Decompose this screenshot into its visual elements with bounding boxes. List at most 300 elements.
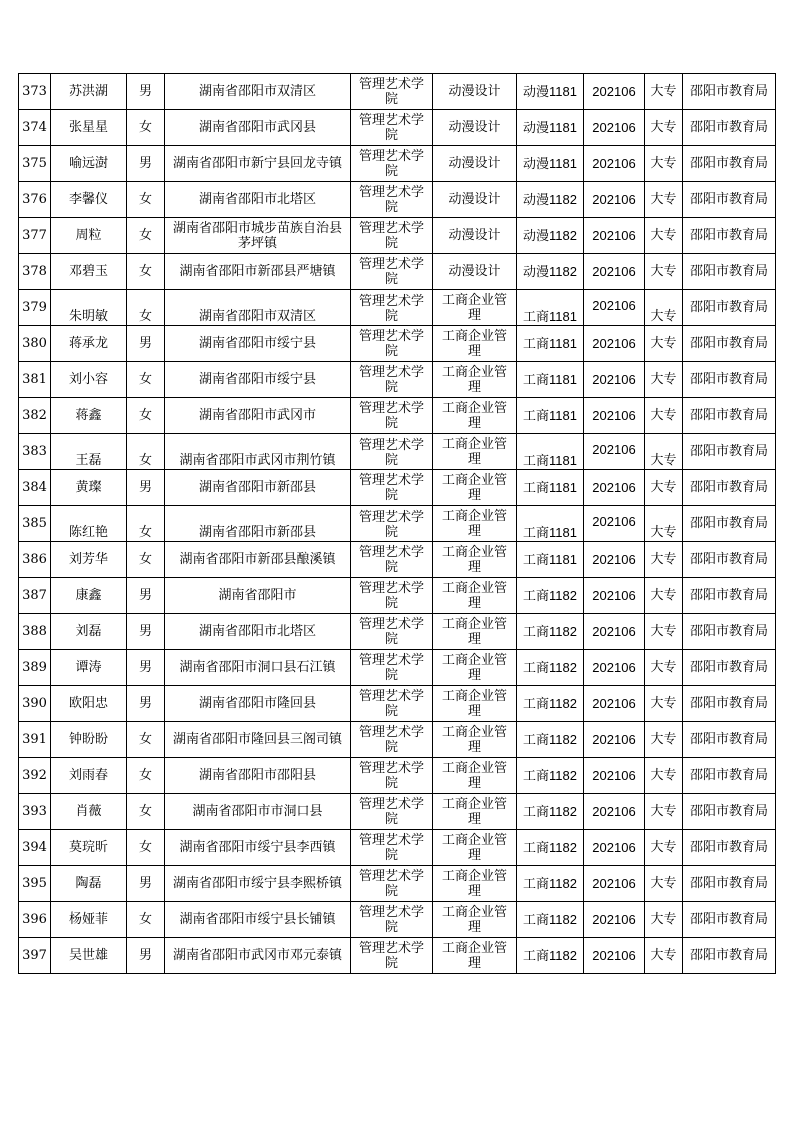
assigned-department: 邵阳市教育局 [689, 480, 768, 495]
row-number: 381 [22, 372, 47, 387]
student-address-cell [165, 398, 351, 434]
student-major: 工商企业管理 [441, 364, 507, 395]
student-name-cell [51, 938, 127, 974]
student-college: 管理艺术学院 [358, 904, 424, 935]
student-college-cell [351, 686, 433, 722]
student-name-cell [51, 146, 127, 182]
student-college-cell [351, 326, 433, 362]
student-gender-cell [127, 506, 165, 542]
student-class-cell [517, 614, 584, 650]
student-major: 工商企业管理 [441, 760, 507, 791]
assigned-department-cell [683, 470, 776, 506]
student-class: 工商1182 [523, 696, 577, 711]
student-class: 工商1182 [523, 804, 577, 819]
student-class-cell [517, 686, 584, 722]
student-class-cell [517, 326, 584, 362]
student-major: 动漫设计 [448, 120, 501, 135]
student-major-cell [433, 434, 517, 470]
student-major-cell [433, 110, 517, 146]
assigned-department-cell [683, 650, 776, 686]
assigned-department: 邵阳市教育局 [689, 876, 768, 891]
student-address: 湖南省邵阳市双清区 [198, 84, 316, 99]
student-major-cell [433, 578, 517, 614]
student-name: 吴世雄 [68, 948, 108, 963]
student-college: 管理艺术学院 [358, 832, 424, 863]
student-name-cell [51, 794, 127, 830]
student-address: 湖南省邵阳市邵阳县 [198, 768, 316, 783]
education-level: 大专 [650, 192, 677, 207]
student-college-cell [351, 938, 433, 974]
student-class-cell [517, 542, 584, 578]
table-row [19, 866, 776, 902]
student-name-cell [51, 578, 127, 614]
student-class-cell [517, 182, 584, 218]
assigned-department: 邵阳市教育局 [689, 696, 768, 711]
student-major: 工商企业管理 [441, 832, 507, 863]
student-college-cell [351, 110, 433, 146]
table-row [19, 758, 776, 794]
assigned-department: 邵阳市教育局 [689, 552, 768, 567]
graduation-date-cell [584, 794, 645, 830]
student-address: 湖南省邵阳市绥宁县 [198, 372, 316, 387]
graduation-date: 202106 [592, 696, 636, 711]
row-number: 388 [22, 624, 47, 639]
education-level: 大专 [650, 552, 677, 567]
student-name-cell [51, 218, 127, 254]
table-row [19, 614, 776, 650]
student-address: 湖南省邵阳市 [218, 588, 297, 603]
student-gender: 男 [138, 696, 152, 711]
student-address-cell [165, 542, 351, 578]
graduation-date: 202106 [592, 408, 636, 423]
education-level-cell [645, 290, 683, 326]
table-row [19, 506, 776, 542]
student-class-cell [517, 506, 584, 542]
table-row [19, 110, 776, 146]
student-gender: 女 [138, 120, 152, 135]
education-level-cell [645, 578, 683, 614]
student-class-cell [517, 578, 584, 614]
education-level-cell [645, 254, 683, 290]
student-class-cell [517, 398, 584, 434]
graduation-date-cell [584, 866, 645, 902]
table-row [19, 326, 776, 362]
assigned-department-cell [683, 722, 776, 758]
student-college: 管理艺术学院 [358, 184, 424, 215]
education-level: 大专 [650, 912, 677, 927]
student-gender: 女 [138, 309, 152, 324]
education-level-cell [645, 938, 683, 974]
education-level: 大专 [650, 120, 677, 135]
student-address: 湖南省邵阳市新邵县酿溪镇 [179, 552, 336, 567]
student-address-cell [165, 650, 351, 686]
education-level-cell [645, 866, 683, 902]
student-college-cell [351, 362, 433, 398]
education-level-cell [645, 650, 683, 686]
education-level-cell [645, 794, 683, 830]
graduation-date-cell [584, 722, 645, 758]
student-address: 湖南省邵阳市隆回县 [198, 696, 316, 711]
student-gender-cell [127, 902, 165, 938]
student-address-cell [165, 254, 351, 290]
assigned-department: 邵阳市教育局 [689, 768, 768, 783]
student-gender-cell [127, 542, 165, 578]
student-class: 工商1181 [523, 480, 577, 495]
assigned-department: 邵阳市教育局 [689, 804, 768, 819]
student-class: 工商1182 [523, 624, 577, 639]
student-major: 工商企业管理 [441, 328, 507, 359]
row-number-cell [19, 290, 51, 326]
student-gender-cell [127, 146, 165, 182]
student-major: 动漫设计 [448, 192, 501, 207]
student-gender: 女 [138, 732, 152, 747]
student-class: 动漫1181 [523, 156, 577, 171]
student-address-cell [165, 614, 351, 650]
row-number-cell [19, 866, 51, 902]
graduation-date: 202106 [592, 228, 636, 243]
student-college-cell [351, 614, 433, 650]
student-college: 管理艺术学院 [358, 724, 424, 755]
row-number-cell [19, 758, 51, 794]
row-number: 396 [22, 912, 47, 927]
education-level-cell [645, 686, 683, 722]
education-level: 大专 [650, 804, 677, 819]
student-name-cell [51, 614, 127, 650]
education-level-cell [645, 758, 683, 794]
row-number-cell [19, 794, 51, 830]
row-number: 397 [22, 948, 47, 963]
education-level: 大专 [650, 228, 677, 243]
row-number-cell [19, 542, 51, 578]
student-gender-cell [127, 758, 165, 794]
student-address-cell [165, 470, 351, 506]
student-class: 工商1181 [523, 453, 577, 468]
student-major-cell [433, 398, 517, 434]
row-number: 378 [22, 264, 47, 279]
graduation-date-cell [584, 290, 645, 326]
student-gender: 男 [138, 156, 152, 171]
student-class: 工商1182 [523, 840, 577, 855]
student-address-cell [165, 794, 351, 830]
student-gender: 女 [138, 804, 152, 819]
student-major-cell [433, 902, 517, 938]
student-college-cell [351, 794, 433, 830]
student-college-cell [351, 182, 433, 218]
student-major: 工商企业管理 [441, 400, 507, 431]
student-address-cell [165, 722, 351, 758]
student-name: 肖薇 [75, 804, 102, 819]
student-gender-cell [127, 686, 165, 722]
graduation-date-cell [584, 938, 645, 974]
student-name: 黄璨 [75, 480, 102, 495]
student-address: 湖南省邵阳市新邵县严塘镇 [179, 264, 336, 279]
education-level-cell [645, 326, 683, 362]
student-college: 管理艺术学院 [358, 328, 424, 359]
student-college: 管理艺术学院 [358, 616, 424, 647]
education-level: 大专 [650, 624, 677, 639]
student-address: 湖南省邵阳市市洞口县 [192, 804, 323, 819]
graduation-date: 202106 [592, 514, 636, 529]
graduation-date-cell [584, 650, 645, 686]
education-level: 大专 [650, 480, 677, 495]
student-address-cell [165, 74, 351, 110]
row-number-cell [19, 434, 51, 470]
student-gender: 女 [138, 552, 152, 567]
student-address: 湖南省邵阳市新邵县 [198, 525, 316, 540]
student-college-cell [351, 254, 433, 290]
student-class: 工商1181 [523, 525, 577, 540]
assigned-department-cell [683, 686, 776, 722]
education-level-cell [645, 218, 683, 254]
row-number: 389 [22, 660, 47, 675]
table-row [19, 938, 776, 974]
graduation-date: 202106 [592, 732, 636, 747]
student-name-cell [51, 542, 127, 578]
student-gender: 女 [138, 192, 152, 207]
table-row [19, 542, 776, 578]
row-number-cell [19, 686, 51, 722]
assigned-department-cell [683, 542, 776, 578]
student-major: 工商企业管理 [441, 544, 507, 575]
education-level-cell [645, 434, 683, 470]
student-gender-cell [127, 290, 165, 326]
graduation-date: 202106 [592, 588, 636, 603]
student-major: 工商企业管理 [441, 616, 507, 647]
student-address: 湖南省邵阳市武冈市 [198, 408, 316, 423]
graduation-date: 202106 [592, 84, 636, 99]
student-college-cell [351, 146, 433, 182]
assigned-department-cell [683, 794, 776, 830]
assigned-department: 邵阳市教育局 [689, 228, 768, 243]
assigned-department: 邵阳市教育局 [689, 156, 768, 171]
student-class: 动漫1182 [523, 264, 577, 279]
student-name-cell [51, 758, 127, 794]
student-gender: 男 [138, 876, 152, 891]
row-number: 380 [22, 336, 47, 351]
graduation-date-cell [584, 218, 645, 254]
student-class: 动漫1182 [523, 192, 577, 207]
student-name-cell [51, 686, 127, 722]
student-college-cell [351, 866, 433, 902]
row-number: 375 [22, 156, 47, 171]
graduation-date-cell [584, 74, 645, 110]
graduation-date: 202106 [592, 768, 636, 783]
student-class-cell [517, 110, 584, 146]
row-number: 394 [22, 840, 47, 855]
education-level-cell [645, 506, 683, 542]
student-name-cell [51, 110, 127, 146]
graduation-date: 202106 [592, 156, 636, 171]
assigned-department: 邵阳市教育局 [689, 408, 768, 423]
student-major-cell [433, 362, 517, 398]
table-row [19, 434, 776, 470]
table-row [19, 398, 776, 434]
student-gender: 女 [138, 408, 152, 423]
student-class: 工商1182 [523, 876, 577, 891]
student-major: 工商企业管理 [441, 580, 507, 611]
student-name-cell [51, 650, 127, 686]
assigned-department-cell [683, 74, 776, 110]
student-major: 动漫设计 [448, 228, 501, 243]
student-name: 欧阳忠 [68, 696, 108, 711]
student-college: 管理艺术学院 [358, 868, 424, 899]
student-name: 陶磊 [75, 876, 102, 891]
student-college: 管理艺术学院 [358, 76, 424, 107]
education-level: 大专 [650, 840, 677, 855]
assigned-department-cell [683, 866, 776, 902]
student-address: 湖南省邵阳市新宁县回龙寺镇 [172, 156, 342, 171]
graduation-date-cell [584, 398, 645, 434]
student-major-cell [433, 218, 517, 254]
student-class: 工商1181 [523, 336, 577, 351]
education-level-cell [645, 146, 683, 182]
student-major-cell [433, 686, 517, 722]
graduation-date: 202106 [592, 336, 636, 351]
student-gender: 男 [138, 84, 152, 99]
student-address-cell [165, 866, 351, 902]
row-number-cell [19, 254, 51, 290]
graduation-date-cell [584, 686, 645, 722]
student-address: 湖南省邵阳市武冈县 [198, 120, 316, 135]
student-college: 管理艺术学院 [358, 400, 424, 431]
table-row [19, 686, 776, 722]
student-name-cell [51, 722, 127, 758]
student-college: 管理艺术学院 [358, 220, 424, 251]
row-number-cell [19, 470, 51, 506]
student-gender-cell [127, 74, 165, 110]
education-level-cell [645, 182, 683, 218]
student-name-cell [51, 182, 127, 218]
assigned-department-cell [683, 362, 776, 398]
student-college-cell [351, 650, 433, 686]
table-row [19, 254, 776, 290]
assigned-department-cell [683, 146, 776, 182]
student-class: 工商1181 [523, 372, 577, 387]
student-class: 工商1181 [523, 309, 577, 324]
table-row [19, 218, 776, 254]
student-major-cell [433, 290, 517, 326]
student-college: 管理艺术学院 [358, 688, 424, 719]
student-address: 湖南省邵阳市绥宁县李西镇 [179, 840, 336, 855]
row-number-cell [19, 902, 51, 938]
student-address-cell [165, 326, 351, 362]
student-gender-cell [127, 110, 165, 146]
student-major-cell [433, 506, 517, 542]
student-roster-table [18, 73, 776, 974]
assigned-department-cell [683, 614, 776, 650]
table-row [19, 722, 776, 758]
assigned-department-cell [683, 290, 776, 326]
row-number: 377 [22, 228, 47, 243]
student-class-cell [517, 290, 584, 326]
assigned-department: 邵阳市教育局 [689, 192, 768, 207]
row-number: 373 [22, 84, 47, 99]
row-number-cell [19, 362, 51, 398]
graduation-date: 202106 [592, 298, 636, 313]
student-class-cell [517, 218, 584, 254]
assigned-department: 邵阳市教育局 [689, 84, 768, 99]
student-name-cell [51, 866, 127, 902]
student-college: 管理艺术学院 [358, 294, 424, 324]
student-name: 莫琓昕 [68, 840, 108, 855]
education-level: 大专 [650, 525, 677, 540]
student-address-cell [165, 182, 351, 218]
assigned-department-cell [683, 218, 776, 254]
row-number: 384 [22, 480, 47, 495]
student-major-cell [433, 794, 517, 830]
assigned-department-cell [683, 326, 776, 362]
education-level: 大专 [650, 264, 677, 279]
student-address-cell [165, 830, 351, 866]
assigned-department: 邵阳市教育局 [689, 948, 768, 963]
education-level-cell [645, 74, 683, 110]
student-name-cell [51, 254, 127, 290]
student-name-cell [51, 434, 127, 470]
student-class: 工商1181 [523, 552, 577, 567]
student-gender-cell [127, 182, 165, 218]
student-college-cell [351, 722, 433, 758]
student-gender: 女 [138, 453, 152, 468]
assigned-department: 邵阳市教育局 [689, 264, 768, 279]
graduation-date: 202106 [592, 264, 636, 279]
assigned-department-cell [683, 578, 776, 614]
student-college: 管理艺术学院 [358, 112, 424, 143]
education-level-cell [645, 902, 683, 938]
row-number-cell [19, 614, 51, 650]
student-gender-cell [127, 650, 165, 686]
assigned-department: 邵阳市教育局 [689, 912, 768, 927]
student-major-cell [433, 614, 517, 650]
row-number-cell [19, 326, 51, 362]
graduation-date-cell [584, 110, 645, 146]
student-address: 湖南省邵阳市北塔区 [198, 624, 316, 639]
student-major: 动漫设计 [448, 264, 501, 279]
education-level: 大专 [650, 768, 677, 783]
table-row [19, 146, 776, 182]
row-number: 374 [22, 120, 47, 135]
student-gender-cell [127, 398, 165, 434]
student-class: 动漫1181 [523, 84, 577, 99]
student-college: 管理艺术学院 [358, 256, 424, 287]
table-row [19, 182, 776, 218]
graduation-date-cell [584, 326, 645, 362]
student-class-cell [517, 470, 584, 506]
student-gender-cell [127, 830, 165, 866]
student-major: 工商企业管理 [441, 472, 507, 503]
student-college-cell [351, 542, 433, 578]
graduation-date: 202106 [592, 552, 636, 567]
row-number-cell [19, 938, 51, 974]
student-name-cell [51, 830, 127, 866]
student-address-cell [165, 902, 351, 938]
graduation-date-cell [584, 758, 645, 794]
assigned-department: 邵阳市教育局 [689, 444, 768, 459]
student-name: 刘磊 [75, 624, 102, 639]
row-number: 390 [22, 696, 47, 711]
table-row [19, 74, 776, 110]
student-name-cell [51, 398, 127, 434]
student-name-cell [51, 290, 127, 326]
student-gender: 女 [138, 525, 152, 540]
student-address-cell [165, 506, 351, 542]
student-name: 陈红艳 [68, 525, 108, 540]
student-gender-cell [127, 614, 165, 650]
student-major: 工商企业管理 [441, 940, 507, 971]
assigned-department: 邵阳市教育局 [689, 300, 768, 315]
assigned-department-cell [683, 902, 776, 938]
graduation-date: 202106 [592, 948, 636, 963]
student-name-cell [51, 506, 127, 542]
